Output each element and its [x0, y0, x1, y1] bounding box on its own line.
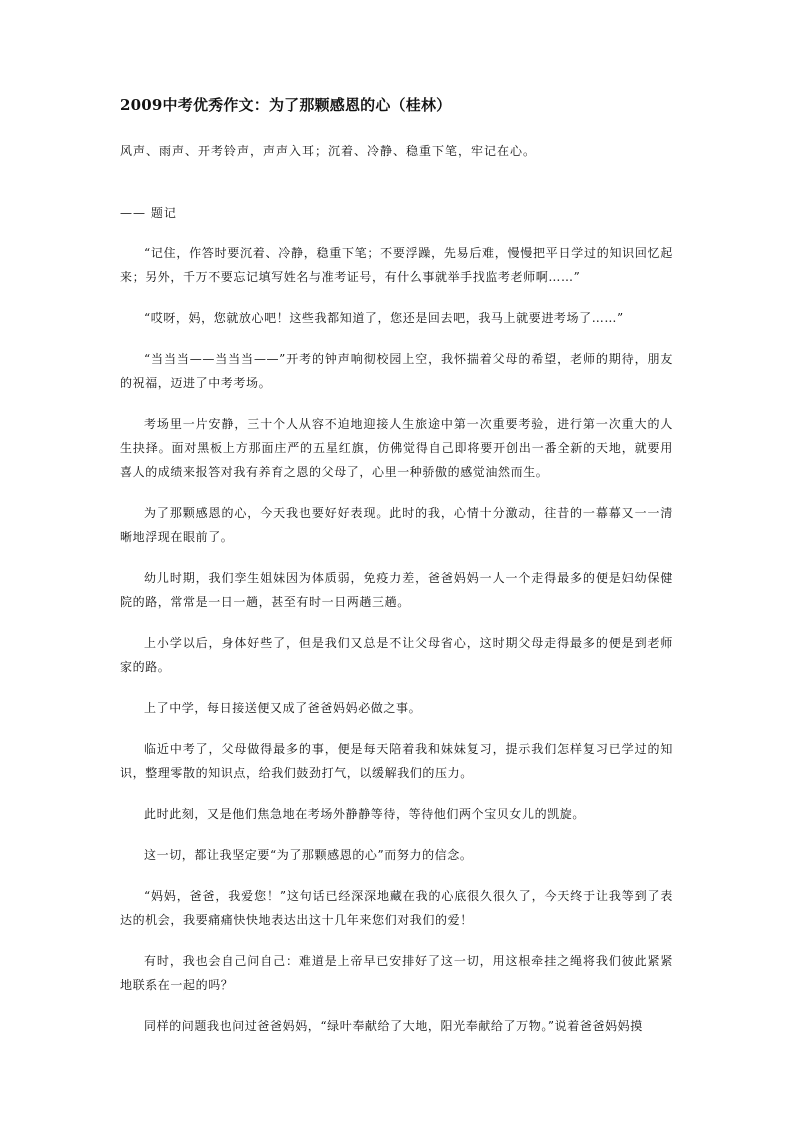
paragraph: 上小学以后，身体好些了，但是我们又总是不让父母省心，这时期父母走得最多的便是到老师家的路。	[120, 636, 673, 674]
document-subtitle: 风声、雨声、开考铃声，声声入耳；沉着、冷静、稳重下笔，牢记在心。	[120, 144, 537, 158]
paragraph: “当当当——当当当——”开考的钟声响彻校园上空，我怀揣着父母的希望，老师的期待，朋友的祝福，迈进了中考考场。	[120, 352, 673, 390]
document-title: 2009中考优秀作文：为了那颗感恩的心（桂林）	[120, 96, 452, 114]
paragraph: 同样的问题我也问过爸爸妈妈，“绿叶奉献给了大地，阳光奉献给了万物。”说着爸爸妈妈摸	[144, 1019, 643, 1033]
paragraph: 这一切，都让我坚定要“为了那颗感恩的心”而努力的信念。	[144, 848, 473, 862]
paragraph: “记住，作答时要沉着、冷静，稳重下笔；不要浮躁，先易后难，慢慢把平日学过的知识回忆起来；另外，千万不要忘记填写姓名与准考证号，有什么事就举手找监考老师啊……”	[120, 246, 673, 284]
paragraph: 上了中学，每日接送便又成了爸爸妈妈必做之事。	[144, 701, 422, 715]
paragraph: 考场里一片安静，三十个人从容不迫地迎接人生旅途中第一次重要考验，进行第一次重大的人生抉择。面对黑板上方那面庄严的五星红旗，仿佛觉得自己即将要开创出一番全新的天地，就要用喜人的成绩来报答对我有养育之恩的父母了，心里一种骄傲的感觉油然而生。	[120, 417, 673, 479]
paragraph: 有时，我也会自己问自己：难道是上帝早已安排好了这一切，用这根牵挂之绳将我们彼此紧紧地联系在一起的吗？	[120, 954, 673, 992]
paragraph: “妈妈，爸爸，我爱您！”这句话已经深深地藏在我的心底很久很久了，今天终于让我等到了表达的机会，我要痛痛快快地表达出这十几年来您们对我们的爱！	[120, 889, 673, 927]
paragraph: 临近中考了，父母做得最多的事，便是每天陪着我和妹妹复习，提示我们怎样复习已学过的知识，整理零散的知识点，给我们鼓劲打气，以缓解我们的压力。	[120, 742, 673, 780]
paragraph: “哎呀，妈，您就放心吧！这些我都知道了，您还是回去吧，我马上就要进考场了……”	[144, 311, 624, 325]
document-body	[120, 95, 673, 1055]
paragraph: 此时此刻，又是他们焦急地在考场外静静等待，等待他们两个宝贝女儿的凯旋。	[144, 807, 586, 821]
paragraph: 幼儿时期，我们孪生姐妹因为体质弱，免疫力差，爸爸妈妈一人一个走得最多的便是妇幼保健院的路，常常是一日一趟，甚至有时一日两趟三趟。	[120, 571, 673, 609]
epigraph-attribution: —— 题记	[120, 206, 177, 220]
paragraph: 为了那颗感恩的心，今天我也要好好表现。此时的我，心情十分激动，往昔的一幕幕又一一清晰地浮现在眼前了。	[120, 506, 673, 544]
